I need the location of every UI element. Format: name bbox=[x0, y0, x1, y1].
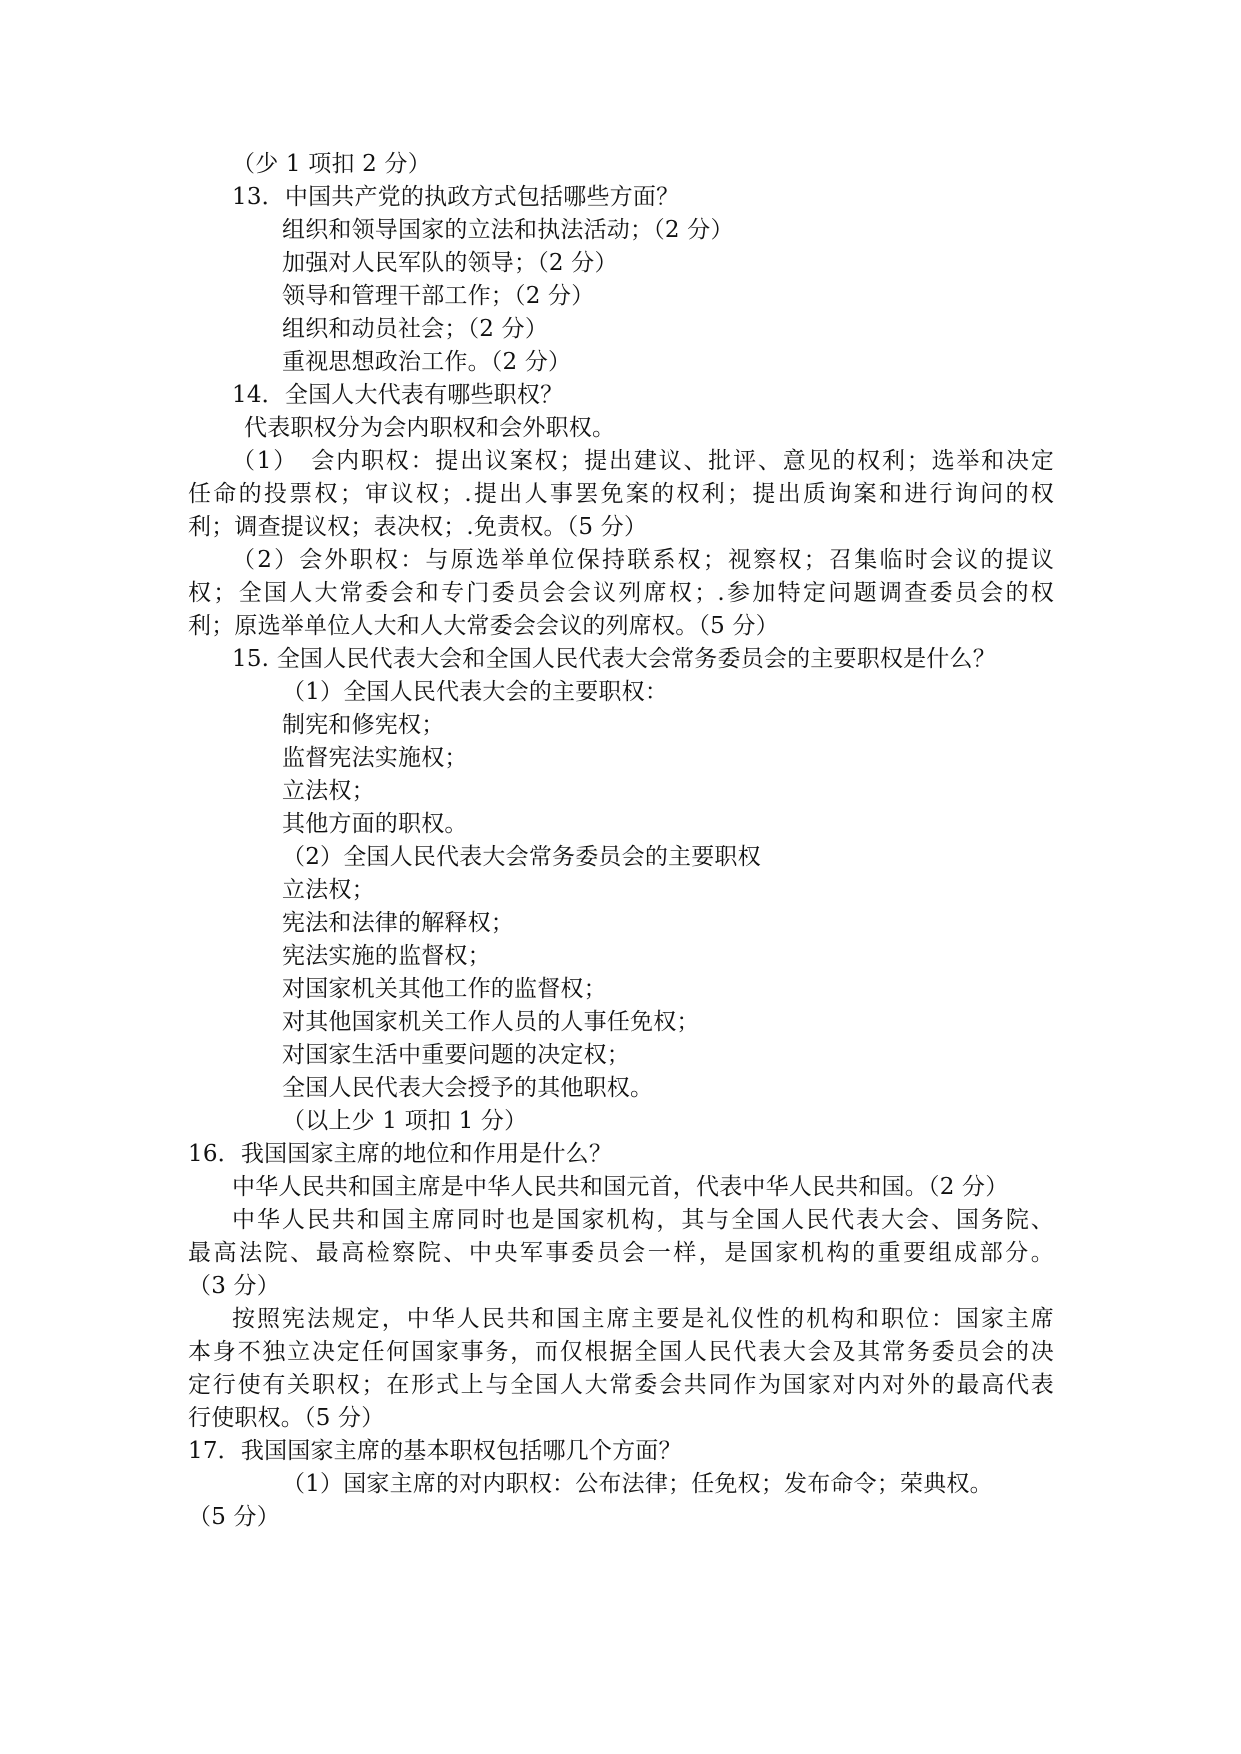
question-16: 16．我国国家主席的地位和作用是什么？ bbox=[188, 1141, 613, 1167]
text-line: （1）国家主席的对内职权：公布法律；任免权；发布命令；荣典权。 bbox=[282, 1471, 993, 1497]
text-line: 本身不独立决定任何国家事务，而仅根据全国人民代表大会及其常务委员会的决 bbox=[188, 1339, 1054, 1365]
text-line: 宪法和法律的解释权； bbox=[282, 910, 514, 936]
text-line: 制宪和修宪权； bbox=[282, 712, 445, 738]
question-15: 15. 全国人民代表大会和全国人民代表大会常务委员会的主要职权是什么？ bbox=[232, 646, 996, 672]
text-line: 立法权； bbox=[282, 778, 375, 804]
text-line: （以上少 1 项扣 1 分） bbox=[282, 1108, 528, 1134]
text-line: 其他方面的职权。 bbox=[282, 811, 468, 837]
text-line: 组织和动员社会；（2 分） bbox=[282, 316, 549, 342]
question-14: 14．全国人大代表有哪些职权？ bbox=[232, 382, 564, 408]
text-line: 宪法实施的监督权； bbox=[282, 943, 491, 969]
text-line: 对国家机关其他工作的监督权； bbox=[282, 976, 607, 1002]
text-line: 中华人民共和国主席同时也是国家机构，其与全国人民代表大会、国务院、 bbox=[232, 1207, 1054, 1233]
text-line: 加强对人民军队的领导；（2 分） bbox=[282, 250, 618, 276]
text-line: 利；调查提议权；表决权；.免责权。（5 分） bbox=[188, 514, 648, 540]
text-line: （5 分） bbox=[188, 1504, 280, 1530]
question-13: 13．中国共产党的执政方式包括哪些方面？ bbox=[232, 184, 680, 210]
text-line: 全国人民代表大会授予的其他职权。 bbox=[282, 1075, 654, 1101]
text-line: 领导和管理干部工作；（2 分） bbox=[282, 283, 595, 309]
text-line: 重视思想政治工作。（2 分） bbox=[282, 349, 572, 375]
text-line: （2）全国人民代表大会常务委员会的主要职权 bbox=[282, 844, 761, 870]
text-line: 对国家生活中重要问题的决定权； bbox=[282, 1042, 630, 1068]
text-line: 对其他国家机关工作人员的人事任免权； bbox=[282, 1009, 700, 1035]
text-line: （少 1 项扣 2 分） bbox=[232, 151, 431, 177]
text-line: 利；原选举单位人大和人大常委会会议的列席权。（5 分） bbox=[188, 613, 779, 639]
text-line: 组织和领导国家的立法和执法活动；（2 分） bbox=[282, 217, 734, 243]
text-line: （1）全国人民代表大会的主要职权： bbox=[282, 679, 669, 705]
text-line: （3 分） bbox=[188, 1273, 280, 1299]
text-line: 代表职权分为会内职权和会外职权。 bbox=[244, 415, 616, 441]
question-17: 17．我国国家主席的基本职权包括哪几个方面？ bbox=[188, 1438, 682, 1464]
text-line: 定行使有关职权；在形式上与全国人大常委会共同作为国家对内对外的最高代表 bbox=[188, 1372, 1054, 1398]
text-line: 按照宪法规定，中华人民共和国主席主要是礼仪性的机构和职位：国家主席 bbox=[232, 1306, 1054, 1332]
text-line: 权；全国人大常委会和专门委员会会议列席权；.参加特定问题调查委员会的权 bbox=[188, 580, 1054, 606]
text-line: 立法权； bbox=[282, 877, 375, 903]
text-line: 任命的投票权；审议权；.提出人事罢免案的权利；提出质询案和进行询问的权 bbox=[188, 481, 1054, 507]
text-line: 中华人民共和国主席是中华人民共和国元首，代表中华人民共和国。（2 分） bbox=[232, 1174, 1009, 1200]
text-line: 监督宪法实施权； bbox=[282, 745, 468, 771]
text-line: （2）会外职权：与原选举单位保持联系权；视察权；召集临时会议的提议 bbox=[232, 547, 1054, 573]
text-line: （1） 会内职权：提出议案权；提出建议、批评、意见的权利；选举和决定 bbox=[232, 448, 1054, 474]
text-line: 最高法院、最高检察院、中央军事委员会一样，是国家机构的重要组成部分。 bbox=[188, 1240, 1054, 1266]
text-line: 行使职权。（5 分） bbox=[188, 1405, 385, 1431]
